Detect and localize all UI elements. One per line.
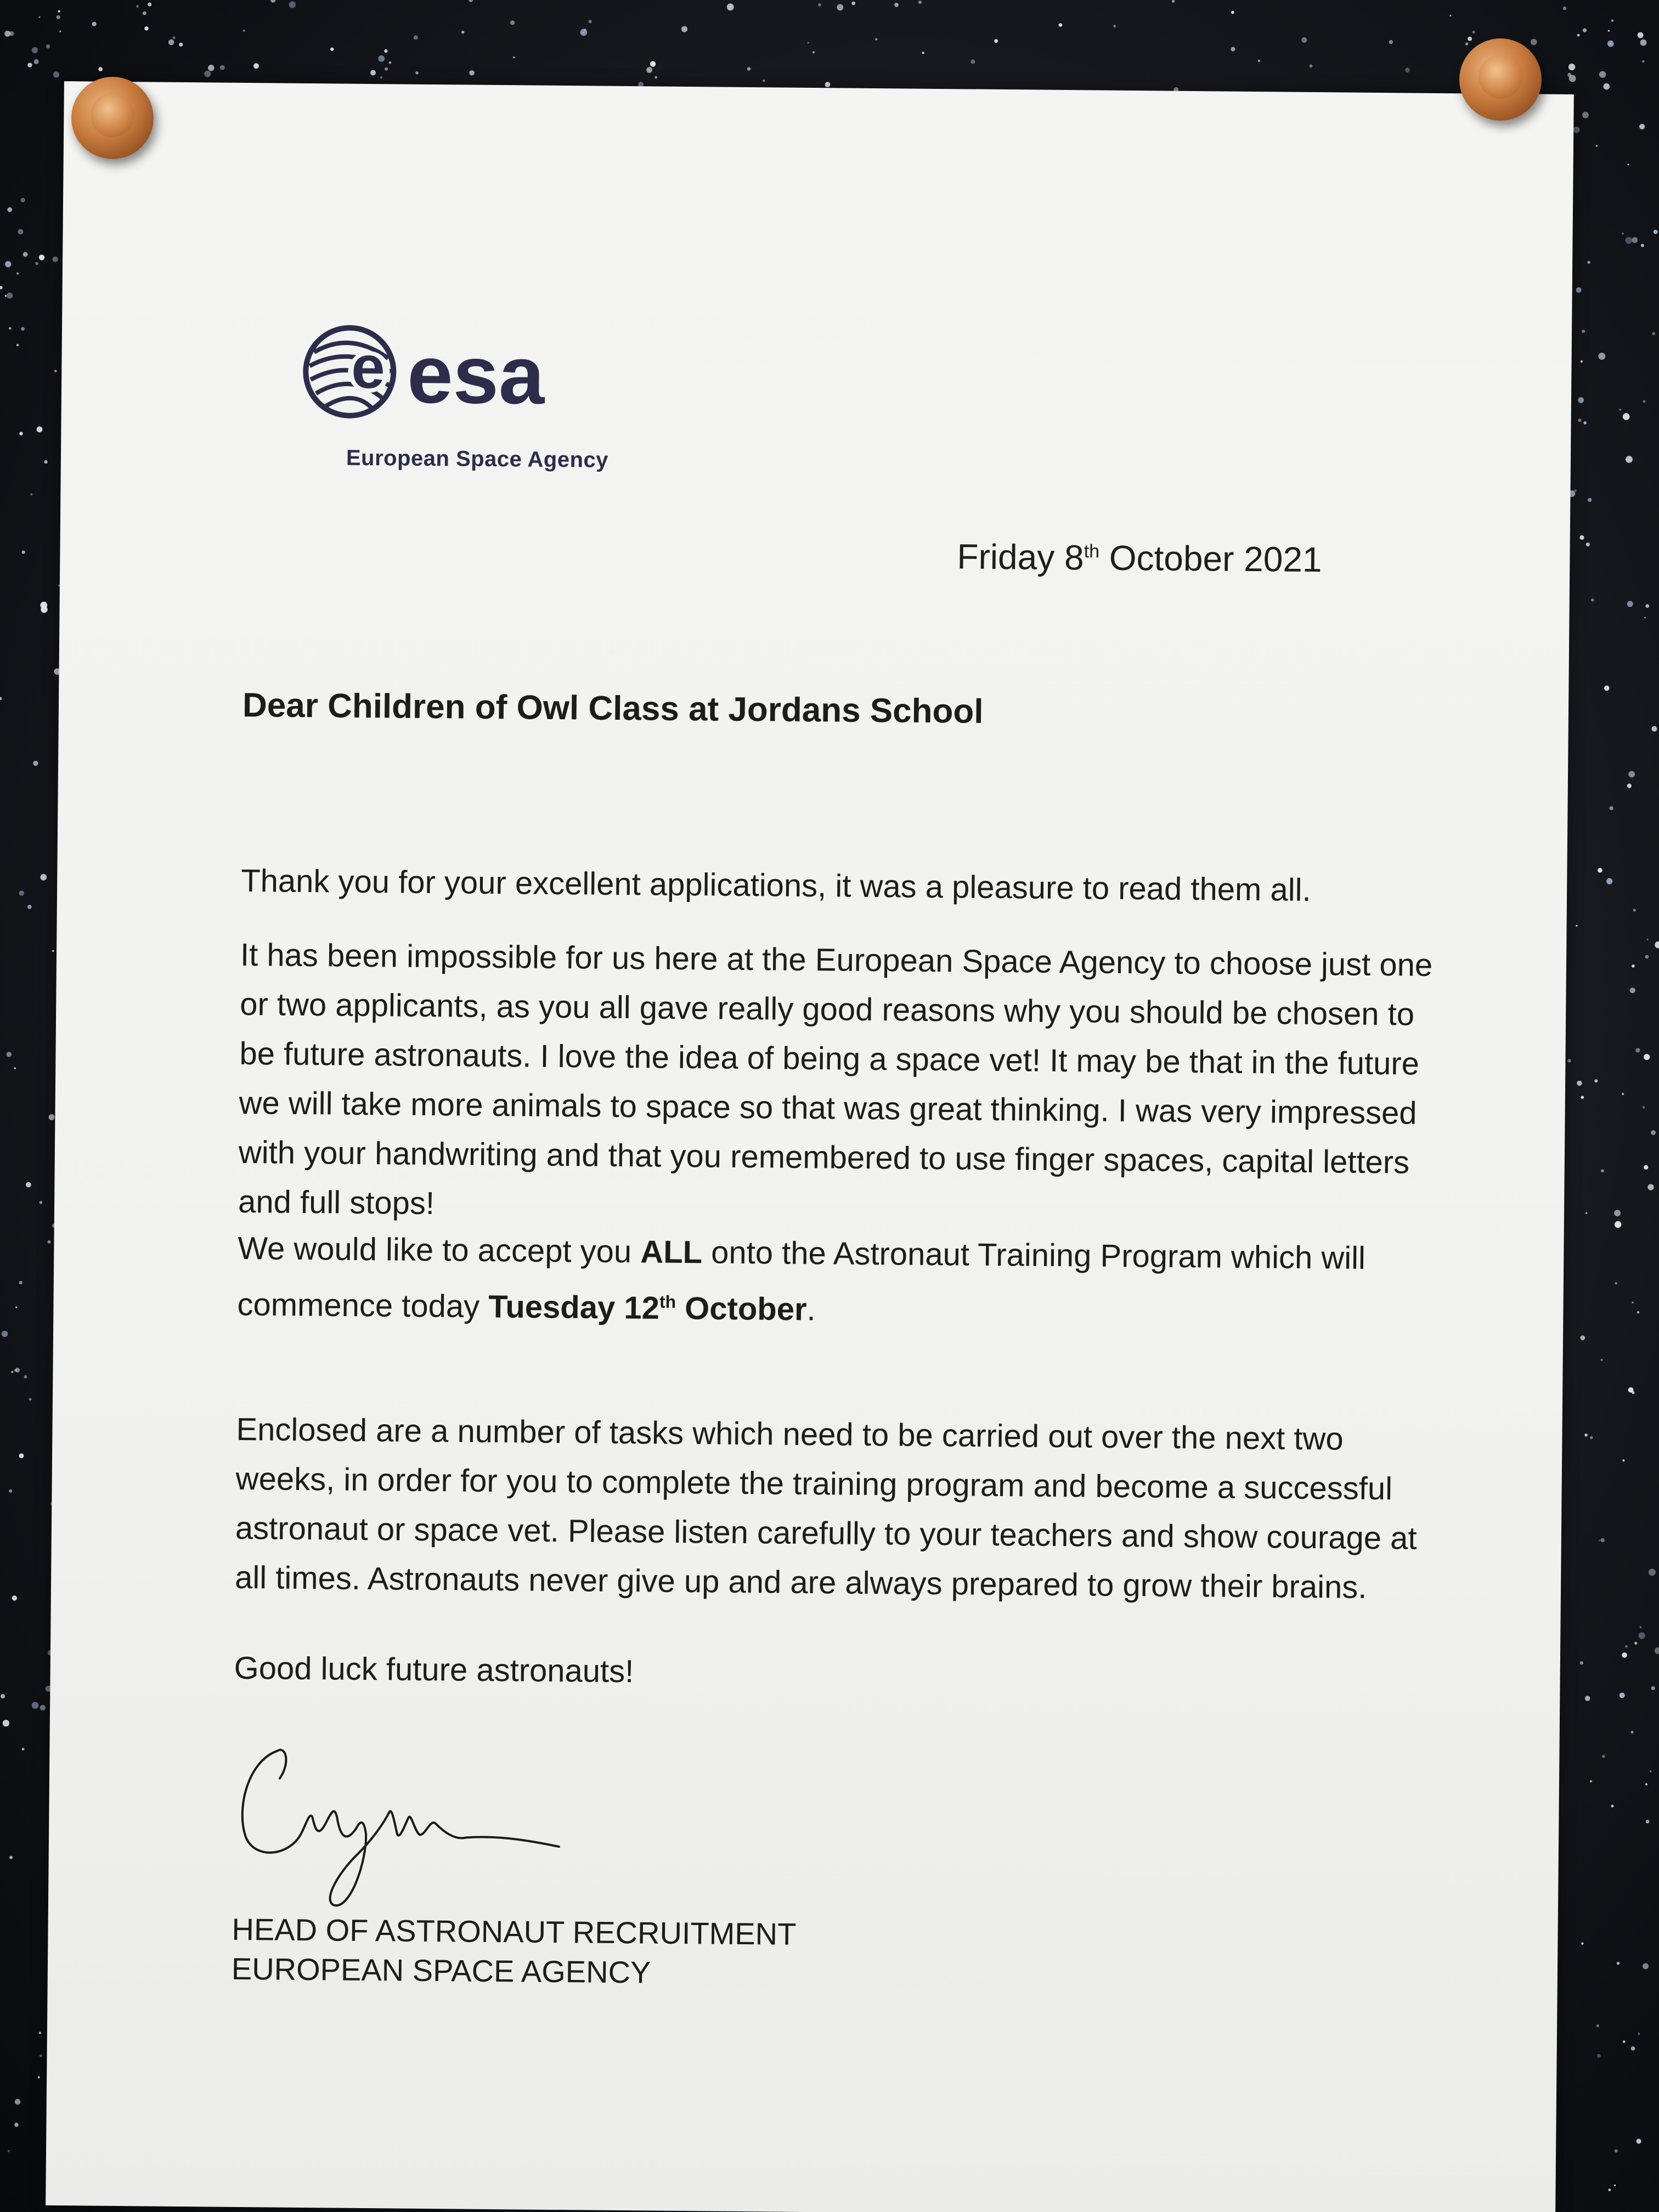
star-dot <box>12 1595 17 1600</box>
star-dot <box>1622 1459 1624 1462</box>
letter-date <box>957 536 1322 580</box>
star-dot <box>37 426 43 432</box>
star-dot <box>1578 397 1584 403</box>
star-dot <box>1597 2054 1601 2058</box>
star-dot <box>922 52 924 54</box>
star-dot <box>1620 1692 1625 1698</box>
star-dot <box>1583 29 1587 32</box>
star-dot <box>1607 41 1614 47</box>
star-dot <box>1614 2185 1616 2186</box>
star-dot <box>1582 330 1585 333</box>
star-dot <box>1606 878 1612 884</box>
star-dot <box>19 432 22 435</box>
star-dot <box>385 67 388 71</box>
star-dot <box>22 551 25 554</box>
star-dot <box>1580 1661 1583 1664</box>
star-dot <box>1584 1434 1588 1437</box>
star-dot <box>1652 726 1657 732</box>
star-dot <box>1628 163 1629 165</box>
star-dot <box>1645 1784 1647 1786</box>
star-dot <box>1531 39 1537 46</box>
star-dot <box>1579 535 1584 540</box>
star-dot <box>14 2123 18 2126</box>
star-dot <box>40 1201 42 1204</box>
date-month-year: October 2021 <box>1109 538 1322 580</box>
star-dot <box>1582 112 1589 119</box>
star-dot <box>1596 145 1598 147</box>
star-dot <box>40 2055 42 2057</box>
star-dot <box>15 1306 17 1308</box>
star-dot <box>54 370 57 373</box>
star-dot <box>1626 237 1633 244</box>
star-dot <box>1643 1106 1645 1108</box>
star-dot <box>1568 64 1575 70</box>
star-dot <box>1638 2033 1640 2035</box>
star-dot <box>1628 771 1635 777</box>
star-dot <box>1258 60 1260 62</box>
star-dot <box>11 1371 13 1373</box>
star-dot <box>32 1702 39 1709</box>
star-dot <box>46 44 50 48</box>
star-dot <box>1615 1282 1617 1284</box>
star-dot <box>1649 1568 1656 1576</box>
star-dot <box>1577 1081 1582 1086</box>
star-dot <box>1623 2040 1626 2043</box>
star-dot <box>378 55 385 62</box>
star-dot <box>3 1720 9 1726</box>
star-dot <box>1643 400 1645 403</box>
star-dot <box>894 3 899 7</box>
star-dot <box>40 1705 46 1711</box>
paragraph-1: Thank you for your excellent applications, it was a pleasure to read them all. <box>240 862 1311 908</box>
star-dot <box>1567 1059 1571 1063</box>
star-dot <box>1646 1820 1650 1824</box>
star-dot <box>1631 2046 1635 2051</box>
star-dot <box>1586 543 1590 546</box>
star-dot <box>414 35 418 40</box>
star-dot <box>52 950 54 952</box>
star-dot <box>384 49 387 53</box>
star-dot <box>970 59 975 64</box>
star-dot <box>818 3 821 7</box>
star-dot <box>1642 60 1645 63</box>
star-dot <box>1609 2188 1611 2191</box>
star-dot <box>1598 868 1602 873</box>
star-dot <box>1578 419 1581 422</box>
push-pin-left <box>71 77 154 159</box>
star-dot <box>27 63 32 67</box>
esa-logo-icon <box>297 319 638 432</box>
star-dot <box>1601 1169 1604 1172</box>
star-dot <box>650 61 656 66</box>
star-dot <box>49 1114 55 1120</box>
star-dot <box>1626 456 1633 463</box>
star-dot <box>148 3 151 7</box>
star-dot <box>1604 686 1610 691</box>
star-dot <box>19 890 24 896</box>
logo-subtitle: European Space Agency <box>346 445 609 472</box>
star-dot <box>1581 1942 1583 1944</box>
star-dot <box>763 80 765 82</box>
star-dot <box>1590 1780 1592 1782</box>
star-dot <box>513 57 515 59</box>
paragraph-3 <box>237 1224 1445 1340</box>
star-dot <box>1608 30 1610 32</box>
star-dot <box>1645 955 1649 959</box>
star-dot <box>39 255 44 260</box>
star-dot <box>173 36 176 39</box>
star-dot <box>747 67 751 70</box>
star-dot <box>1588 498 1592 502</box>
star-dot <box>808 42 809 44</box>
star-dot <box>1113 25 1116 27</box>
star-dot <box>1472 31 1475 33</box>
star-dot <box>1637 2138 1641 2143</box>
star-dot <box>1635 1048 1640 1052</box>
star-dot <box>179 43 183 47</box>
star-dot <box>1574 489 1577 492</box>
star-dot <box>1610 806 1613 810</box>
star-dot <box>1601 1359 1603 1361</box>
star-dot <box>1585 1696 1590 1701</box>
star-dot <box>1627 601 1633 607</box>
star-dot <box>27 905 32 909</box>
star-dot <box>1620 409 1622 411</box>
star-dot <box>23 252 28 257</box>
star-dot <box>40 874 47 881</box>
star-dot <box>1599 1539 1600 1541</box>
star-dot <box>136 5 139 8</box>
star-dot <box>1627 783 1632 788</box>
star-dot <box>1585 1212 1588 1214</box>
star-dot <box>15 2099 21 2105</box>
star-dot <box>58 10 60 13</box>
star-dot <box>654 76 657 79</box>
star-dot <box>1577 34 1580 37</box>
star-dot <box>30 493 32 495</box>
star-dot <box>1644 1165 1648 1170</box>
star-dot <box>40 602 47 609</box>
star-dot <box>53 71 59 77</box>
star-dot <box>825 82 831 87</box>
star-dot <box>59 31 61 32</box>
star-dot <box>0 697 2 700</box>
star-dot <box>646 67 652 73</box>
star-dot <box>16 272 19 274</box>
star-dot <box>1632 237 1638 243</box>
star-dot <box>1637 1311 1639 1313</box>
star-dot <box>144 26 148 30</box>
star-dot <box>1594 1079 1598 1082</box>
handwritten-signature <box>224 1729 610 1918</box>
star-dot <box>1601 1538 1605 1542</box>
signatory-role: HEAD OF ASTRONAUT RECRUITMENT <box>232 1911 797 1951</box>
star-dot <box>1449 15 1451 16</box>
star-dot <box>1611 1805 1614 1808</box>
star-dot <box>1641 244 1644 247</box>
star-dot <box>7 292 13 298</box>
star-dot <box>39 2032 41 2034</box>
star-dot <box>9 327 12 330</box>
star-dot <box>1644 617 1646 618</box>
star-dot <box>1638 32 1644 38</box>
star-dot <box>1172 0 1175 3</box>
signatory-title <box>232 1910 1000 1995</box>
star-dot <box>33 761 38 766</box>
star-dot <box>26 1182 31 1188</box>
star-dot <box>253 63 259 69</box>
star-dot <box>53 257 58 262</box>
p3-date-ordinal: th <box>659 1291 676 1312</box>
star-dot <box>1405 67 1410 72</box>
star-dot <box>1614 1210 1621 1216</box>
star-dot <box>21 327 25 331</box>
star-dot <box>16 344 19 346</box>
star-dot <box>98 67 103 71</box>
star-dot <box>918 1 922 4</box>
star-dot <box>1580 1335 1585 1340</box>
star-dot <box>875 38 877 41</box>
star-dot <box>1569 75 1576 82</box>
star-dot <box>1639 1632 1645 1639</box>
star-dot <box>8 2150 10 2152</box>
paragraph-2: It has been impossible for us here at the European Space Agency to choose just one or two applicants, as you all gave really good reasons why you should be chosen to be future astronauts. I love the idea of being a space vet! It may be that in the future we will take more animals to space so that was great thinking. I was very impressed with your handwriting and that you remembered to use finger spaces, capital letters and full stops! <box>238 936 1433 1222</box>
star-dot <box>92 22 97 26</box>
star-dot <box>589 20 592 23</box>
star-dot <box>9 1856 13 1859</box>
star-dot <box>1576 287 1582 293</box>
star-dot <box>1465 42 1468 45</box>
star-dot <box>1654 230 1658 234</box>
star-dot <box>1622 1652 1627 1658</box>
star-dot <box>1622 1093 1624 1095</box>
star-dot <box>1590 1436 1593 1439</box>
star-dot <box>812 51 815 53</box>
star-dot <box>1468 37 1472 41</box>
star-dot <box>143 12 146 15</box>
star-dot <box>1059 23 1063 27</box>
star-dot <box>1644 1054 1650 1060</box>
star-dot <box>32 47 38 53</box>
star-dot <box>1576 925 1577 927</box>
push-pin-right <box>1459 38 1542 121</box>
star-dot <box>1652 332 1655 335</box>
signatory-organization: EUROPEAN SPACE AGENCY <box>231 1951 651 1990</box>
p3-date-month: October <box>675 1290 807 1328</box>
star-dot <box>837 4 843 10</box>
star-dot <box>1611 19 1614 22</box>
star-dot <box>1598 353 1605 360</box>
star-dot <box>461 31 464 33</box>
p3-emphasis: ALL <box>640 1234 703 1271</box>
star-dot <box>34 59 39 64</box>
star-dot <box>994 39 998 43</box>
star-dot <box>1591 599 1594 602</box>
star-dot <box>851 2 855 5</box>
star-dot <box>270 0 275 3</box>
star-dot <box>14 1369 16 1372</box>
star-dot <box>330 48 334 51</box>
star-dot <box>1650 1770 1652 1773</box>
star-dot <box>29 1398 31 1401</box>
star-dot <box>1231 11 1234 14</box>
star-dot <box>22 1748 25 1751</box>
star-dot <box>1625 1645 1628 1648</box>
star-dot <box>580 29 588 36</box>
star-dot <box>1581 360 1583 363</box>
star-dot <box>1622 233 1624 235</box>
star-dot <box>1623 413 1630 420</box>
star-dot <box>1617 1962 1620 1965</box>
star-dot <box>19 1453 24 1458</box>
star-dot <box>1632 1301 1634 1304</box>
star-dot <box>18 229 24 235</box>
star-dot <box>1 1694 5 1699</box>
star-dot <box>1615 1221 1621 1228</box>
star-dot <box>208 65 215 71</box>
star-dot <box>380 76 383 79</box>
star-dot <box>1647 1184 1654 1190</box>
paragraph-5: Good luck future astronauts! <box>234 1650 634 1690</box>
star-dot <box>1630 988 1635 993</box>
star-dot <box>1655 941 1659 949</box>
star-dot <box>1645 604 1649 608</box>
date-day: Friday 8 <box>957 537 1084 578</box>
star-dot <box>1310 64 1313 67</box>
star-dot <box>1563 7 1567 10</box>
star-dot <box>21 198 25 202</box>
star-dot <box>1628 1387 1634 1393</box>
star-dot <box>48 1240 51 1244</box>
svg-text:e: e <box>351 333 386 402</box>
star-dot <box>1647 939 1649 940</box>
p3-end: . <box>806 1291 816 1328</box>
star-dot <box>1599 71 1606 78</box>
star-dot <box>243 30 245 32</box>
star-dot <box>5 261 11 267</box>
star-dot <box>1581 1096 1584 1099</box>
star-dot <box>1632 964 1635 968</box>
star-dot <box>510 20 515 25</box>
paragraph-4: Enclosed are a number of tasks which need to be carried out over the next two weeks, in order for you to complete the training program and become a successful astronaut or space vet. Please listen carefully to your teachers and show courage at all times. Astronauts never give up and are always prepared to grow their brains. <box>234 1411 1417 1605</box>
star-dot <box>220 65 225 70</box>
star-dot <box>1583 421 1587 425</box>
star-dot <box>1389 40 1393 44</box>
star-dot <box>1651 1130 1656 1135</box>
star-dot <box>19 1281 22 1284</box>
p3-part1: We would like to accept you <box>238 1230 641 1270</box>
star-dot <box>1231 47 1235 52</box>
star-dot <box>57 15 60 19</box>
star-dot <box>0 286 3 289</box>
star-dot <box>4 31 10 37</box>
star-dot <box>1604 83 1610 90</box>
star-dot <box>24 1375 27 1379</box>
star-dot <box>1643 1963 1649 1970</box>
date-ordinal: th <box>1084 540 1100 562</box>
salutation: Dear Children of Owl Class at Jordans School <box>242 686 984 731</box>
star-dot <box>1655 1647 1659 1654</box>
letter-paper <box>46 81 1574 2212</box>
star-dot <box>1651 1686 1655 1690</box>
star-dot <box>35 262 38 266</box>
star-dot <box>9 1489 12 1493</box>
star-dot <box>469 70 475 76</box>
star-dot <box>370 70 376 76</box>
star-dot <box>168 40 174 46</box>
star-dot <box>1634 1642 1637 1645</box>
star-dot <box>38 16 40 18</box>
star-dot <box>289 1 296 8</box>
star-dot <box>1587 261 1590 264</box>
star-dot <box>1640 40 1647 46</box>
star-dot <box>1631 1731 1634 1734</box>
star-dot <box>204 71 211 77</box>
star-dot <box>1596 2024 1599 2027</box>
p3-date: Tuesday 12 <box>488 1289 660 1326</box>
star-dot <box>1615 2149 1618 2153</box>
star-dot <box>1602 1755 1605 1758</box>
p3-part2: onto the Astronaut Training Program which will commence today <box>237 1234 1366 1325</box>
star-dot <box>7 1052 12 1057</box>
star-dot <box>1573 127 1580 133</box>
esa-wordmark: esa <box>407 328 545 421</box>
star-dot <box>1640 1626 1641 1628</box>
star-dot <box>389 61 392 64</box>
star-dot <box>44 460 47 464</box>
star-dot <box>1633 909 1636 911</box>
star-dot <box>415 71 419 75</box>
star-dot <box>681 26 687 32</box>
star-dot <box>38 2076 40 2079</box>
star-dot <box>14 1067 16 1069</box>
star-dot <box>469 0 473 2</box>
star-dot <box>7 207 12 212</box>
star-dot <box>727 3 734 10</box>
star-dot <box>5 295 7 297</box>
star-dot <box>2 1331 8 1337</box>
star-dot <box>1301 37 1307 43</box>
star-dot <box>1639 124 1645 129</box>
